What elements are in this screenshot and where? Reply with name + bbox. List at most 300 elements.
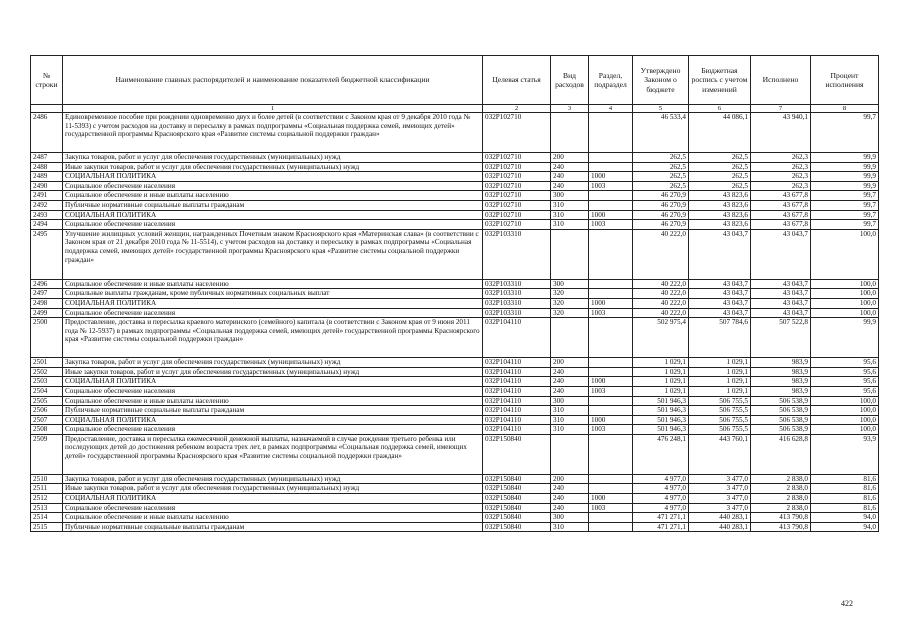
- row-section: [589, 484, 633, 494]
- row-executed: 43 043,7: [751, 289, 811, 299]
- row-approved: 40 222,0: [633, 229, 689, 279]
- row-percent: 95,6: [811, 377, 879, 387]
- row-approved: 1 029,1: [633, 358, 689, 368]
- row-percent: 99,9: [811, 162, 879, 172]
- row-name: Публичные нормативные социальные выплаты гражданам: [63, 522, 483, 532]
- row-executed: 507 522,8: [751, 318, 811, 358]
- row-executed: 43 677,8: [751, 220, 811, 230]
- row-target-article: 032Р103310: [483, 289, 551, 299]
- row-budget-schedule: 43 823,6: [689, 210, 751, 220]
- row-expense-type: 310: [551, 406, 589, 416]
- row-approved: 501 946,3: [633, 396, 689, 406]
- row-target-article: 032Р102710: [483, 113, 551, 153]
- row-section: 1003: [589, 425, 633, 435]
- row-number: 2488: [31, 162, 63, 172]
- row-name: Закупка товаров, работ и услуг для обеспечения государственных (муниципальных) нужд: [63, 358, 483, 368]
- row-section: [589, 113, 633, 153]
- header-row-number: № строки: [31, 56, 63, 105]
- table-row: [31, 289, 879, 299]
- row-target-article: 032Р104110: [483, 367, 551, 377]
- row-section: [589, 229, 633, 279]
- row-name: Закупка товаров, работ и услуг для обеспечения государственных (муниципальных) нужд: [63, 153, 483, 163]
- row-executed: 413 790,8: [751, 513, 811, 523]
- row-percent: 100,0: [811, 406, 879, 416]
- row-executed: 43 940,1: [751, 113, 811, 153]
- row-percent: 99,7: [811, 210, 879, 220]
- row-expense-type: 320: [551, 298, 589, 308]
- table-row: [31, 172, 879, 182]
- row-name: Социальное обеспечение населения: [63, 220, 483, 230]
- row-percent: 100,0: [811, 229, 879, 279]
- row-name: Публичные нормативные социальные выплаты гражданам: [63, 200, 483, 210]
- row-percent: 99,7: [811, 200, 879, 210]
- row-number: 2507: [31, 415, 63, 425]
- row-number: 2499: [31, 308, 63, 318]
- row-budget-schedule: 43 043,7: [689, 308, 751, 318]
- row-expense-type: 300: [551, 279, 589, 289]
- row-budget-schedule: 507 784,6: [689, 318, 751, 358]
- table-row: [31, 279, 879, 289]
- row-budget-schedule: 440 283,1: [689, 513, 751, 523]
- row-expense-type: 310: [551, 210, 589, 220]
- row-expense-type: 300: [551, 396, 589, 406]
- row-section: [589, 153, 633, 163]
- row-name: Единовременное пособие при рождении одновременно двух и более детей (в соответствии с Законом края от 9 декабря 2010 года № 11-5393) с учетом расходов на доставку и пересылку в рамках подпрограммы «Социальная поддержка семей, имеющих детей» государственной программы Красноярского края «Развитие системы социальной поддержки граждан»: [63, 113, 483, 153]
- row-percent: 100,0: [811, 279, 879, 289]
- row-section: [589, 191, 633, 201]
- row-expense-type: 310: [551, 220, 589, 230]
- row-executed: 262,3: [751, 162, 811, 172]
- row-number: 2515: [31, 522, 63, 532]
- row-approved: 1 029,1: [633, 367, 689, 377]
- row-budget-schedule: 506 755,5: [689, 415, 751, 425]
- row-executed: 262,3: [751, 172, 811, 182]
- row-section: [589, 474, 633, 484]
- row-percent: 100,0: [811, 425, 879, 435]
- table-row: [31, 474, 879, 484]
- row-number: 2494: [31, 220, 63, 230]
- row-number: 2509: [31, 434, 63, 474]
- row-name: Иные закупки товаров, работ и услуг для обеспечения государственных (муниципальных) нужд: [63, 367, 483, 377]
- row-target-article: 032Р150840: [483, 503, 551, 513]
- column-number: 7: [751, 105, 811, 113]
- row-section: [589, 367, 633, 377]
- row-number: 2512: [31, 494, 63, 504]
- row-expense-type: 300: [551, 513, 589, 523]
- row-expense-type: 320: [551, 308, 589, 318]
- row-number: 2504: [31, 386, 63, 396]
- row-budget-schedule: 3 477,0: [689, 474, 751, 484]
- row-name: Социальные выплаты гражданам, кроме публичных нормативных социальных выплат: [63, 289, 483, 299]
- row-name: Социальное обеспечение и иные выплаты населению: [63, 513, 483, 523]
- row-number: 2511: [31, 484, 63, 494]
- row-executed: 2 838,0: [751, 484, 811, 494]
- row-executed: 416 628,8: [751, 434, 811, 474]
- row-percent: 99,7: [811, 220, 879, 230]
- row-target-article: 032Р104110: [483, 406, 551, 416]
- column-number: 6: [689, 105, 751, 113]
- row-section: [589, 434, 633, 474]
- row-number: 2506: [31, 406, 63, 416]
- row-percent: 95,6: [811, 358, 879, 368]
- row-target-article: 032Р150840: [483, 494, 551, 504]
- row-executed: 983,9: [751, 377, 811, 387]
- row-executed: 506 538,9: [751, 396, 811, 406]
- table-row: [31, 229, 879, 279]
- table-row: [31, 298, 879, 308]
- row-name: СОЦИАЛЬНАЯ ПОЛИТИКА: [63, 172, 483, 182]
- row-expense-type: [551, 113, 589, 153]
- row-name: Закупка товаров, работ и услуг для обеспечения государственных (муниципальных) нужд: [63, 474, 483, 484]
- column-number: 4: [589, 105, 633, 113]
- row-section: 1000: [589, 172, 633, 182]
- row-percent: 100,0: [811, 298, 879, 308]
- row-section: 1003: [589, 181, 633, 191]
- table-row: [31, 181, 879, 191]
- row-executed: 2 838,0: [751, 494, 811, 504]
- row-target-article: 032Р150840: [483, 484, 551, 494]
- table-row: [31, 484, 879, 494]
- row-section: 1003: [589, 220, 633, 230]
- row-section: 1003: [589, 503, 633, 513]
- row-expense-type: 240: [551, 386, 589, 396]
- table-row: [31, 503, 879, 513]
- row-approved: 46 270,9: [633, 200, 689, 210]
- row-name: Социальное обеспечение населения: [63, 308, 483, 318]
- row-approved: 501 946,3: [633, 425, 689, 435]
- row-section: [589, 522, 633, 532]
- row-percent: 99,9: [811, 181, 879, 191]
- row-budget-schedule: 506 755,5: [689, 425, 751, 435]
- row-executed: 983,9: [751, 358, 811, 368]
- row-budget-schedule: 3 477,0: [689, 503, 751, 513]
- row-budget-schedule: 1 029,1: [689, 386, 751, 396]
- budget-table: [30, 55, 879, 532]
- row-percent: 95,6: [811, 386, 879, 396]
- row-number: 2510: [31, 474, 63, 484]
- row-number: 2505: [31, 396, 63, 406]
- row-approved: 46 270,9: [633, 191, 689, 201]
- row-target-article: 032Р102710: [483, 210, 551, 220]
- table-row: [31, 513, 879, 523]
- row-number: 2501: [31, 358, 63, 368]
- row-section: [589, 318, 633, 358]
- row-target-article: 032Р150840: [483, 522, 551, 532]
- row-expense-type: 300: [551, 191, 589, 201]
- row-number: 2495: [31, 229, 63, 279]
- row-section: [589, 396, 633, 406]
- row-target-article: 032Р104110: [483, 425, 551, 435]
- row-expense-type: [551, 318, 589, 358]
- row-target-article: 032Р104110: [483, 396, 551, 406]
- row-executed: 43 043,7: [751, 229, 811, 279]
- table-row: [31, 425, 879, 435]
- column-number: 1: [63, 105, 483, 113]
- row-executed: 43 043,7: [751, 298, 811, 308]
- row-executed: 43 677,8: [751, 191, 811, 201]
- row-name: Социальное обеспечение и иные выплаты населению: [63, 396, 483, 406]
- row-number: 2514: [31, 513, 63, 523]
- row-budget-schedule: 43 043,7: [689, 298, 751, 308]
- row-target-article: 032Р150840: [483, 474, 551, 484]
- row-percent: 99,9: [811, 172, 879, 182]
- row-approved: 1 029,1: [633, 386, 689, 396]
- row-executed: 506 538,9: [751, 406, 811, 416]
- row-number: 2513: [31, 503, 63, 513]
- row-percent: 99,9: [811, 318, 879, 358]
- row-target-article: 032Р104110: [483, 415, 551, 425]
- row-approved: 476 248,1: [633, 434, 689, 474]
- row-approved: 40 222,0: [633, 308, 689, 318]
- row-number: 2503: [31, 377, 63, 387]
- row-expense-type: 310: [551, 415, 589, 425]
- row-section: 1000: [589, 210, 633, 220]
- row-approved: 40 222,0: [633, 289, 689, 299]
- row-section: 1000: [589, 494, 633, 504]
- header-expense-type: Вид расходов: [551, 56, 589, 105]
- row-approved: 501 946,3: [633, 406, 689, 416]
- table-row: [31, 396, 879, 406]
- row-budget-schedule: 262,5: [689, 153, 751, 163]
- row-name: Улучшение жилищных условий женщин, награжденных Почетным знаком Красноярского края «Материнская слава» (в соответствии с Законом края от 21 декабря 2010 года № 11-5514), с учетом расходов на доставку и пересылку в рамках подпрограммы «Социальная поддержка семей, имеющих детей» государственной программы Красноярского края «Развитие системы социальной поддержки граждан»: [63, 229, 483, 279]
- row-percent: 99,7: [811, 113, 879, 153]
- header-name: Наименование главных распорядителей и наименование показателей бюджетной классификации: [63, 56, 483, 105]
- row-approved: 46 270,9: [633, 220, 689, 230]
- row-name: Иные закупки товаров, работ и услуг для обеспечения государственных (муниципальных) нужд: [63, 484, 483, 494]
- row-approved: 4 977,0: [633, 484, 689, 494]
- table-row: [31, 153, 879, 163]
- header-budget-schedule: Бюджетная роспись с учетом изменений: [689, 56, 751, 105]
- row-approved: 40 222,0: [633, 298, 689, 308]
- column-number: 5: [633, 105, 689, 113]
- row-name: Публичные нормативные социальные выплаты гражданам: [63, 406, 483, 416]
- table-row: [31, 318, 879, 358]
- row-percent: 100,0: [811, 308, 879, 318]
- table-row: [31, 377, 879, 387]
- row-executed: 506 538,9: [751, 425, 811, 435]
- row-name: СОЦИАЛЬНАЯ ПОЛИТИКА: [63, 298, 483, 308]
- row-target-article: 032Р103310: [483, 279, 551, 289]
- row-budget-schedule: 262,5: [689, 181, 751, 191]
- row-approved: 262,5: [633, 162, 689, 172]
- row-name: СОЦИАЛЬНАЯ ПОЛИТИКА: [63, 494, 483, 504]
- row-target-article: 032Р104110: [483, 386, 551, 396]
- row-percent: 81,6: [811, 503, 879, 513]
- row-section: [589, 279, 633, 289]
- row-approved: 471 271,1: [633, 513, 689, 523]
- row-expense-type: [551, 434, 589, 474]
- row-section: [589, 200, 633, 210]
- table-row: [31, 522, 879, 532]
- row-budget-schedule: 1 029,1: [689, 367, 751, 377]
- row-name: СОЦИАЛЬНАЯ ПОЛИТИКА: [63, 210, 483, 220]
- row-name: Социальное обеспечение населения: [63, 503, 483, 513]
- row-percent: 94,0: [811, 513, 879, 523]
- row-number: 2498: [31, 298, 63, 308]
- row-budget-schedule: 443 760,1: [689, 434, 751, 474]
- row-target-article: 032Р103310: [483, 298, 551, 308]
- row-name: Предоставление, доставка и пересылка краевого материнского (семейного) капитала (в соответствии с Законом края от 9 июня 2011 года № 12-5937) в рамках подпрограммы «Социальная поддержка семей, имеющих детей» государственной программы Красноярского края «Развитие системы социальной поддержки граждан»: [63, 318, 483, 358]
- row-name: Социальное обеспечение и иные выплаты населению: [63, 191, 483, 201]
- table-row: [31, 210, 879, 220]
- row-budget-schedule: 44 086,1: [689, 113, 751, 153]
- row-percent: 99,7: [811, 191, 879, 201]
- table-row: [31, 200, 879, 210]
- row-target-article: 032Р102710: [483, 153, 551, 163]
- row-budget-schedule: 1 029,1: [689, 358, 751, 368]
- row-section: 1003: [589, 308, 633, 318]
- row-number: 2502: [31, 367, 63, 377]
- table-header-row: [31, 56, 879, 105]
- row-number: 2490: [31, 181, 63, 191]
- row-executed: 43 043,7: [751, 279, 811, 289]
- row-executed: 983,9: [751, 367, 811, 377]
- row-executed: 43 677,8: [751, 200, 811, 210]
- row-percent: 94,0: [811, 522, 879, 532]
- header-executed: Исполнено: [751, 56, 811, 105]
- row-expense-type: 240: [551, 367, 589, 377]
- row-percent: 81,6: [811, 494, 879, 504]
- row-expense-type: 240: [551, 503, 589, 513]
- row-approved: 262,5: [633, 153, 689, 163]
- row-section: 1000: [589, 415, 633, 425]
- row-approved: 1 029,1: [633, 377, 689, 387]
- header-section: Раздел, подраздел: [589, 56, 633, 105]
- document-page: [30, 55, 879, 532]
- row-number: 2491: [31, 191, 63, 201]
- table-row: [31, 434, 879, 474]
- row-section: [589, 406, 633, 416]
- row-target-article: 032Р102710: [483, 191, 551, 201]
- row-budget-schedule: 3 477,0: [689, 494, 751, 504]
- row-executed: 43 043,7: [751, 308, 811, 318]
- row-budget-schedule: 43 043,7: [689, 229, 751, 279]
- row-budget-schedule: 43 823,6: [689, 191, 751, 201]
- row-executed: 43 677,8: [751, 210, 811, 220]
- row-target-article: 032Р104110: [483, 318, 551, 358]
- row-number: 2508: [31, 425, 63, 435]
- row-target-article: 032Р150840: [483, 513, 551, 523]
- row-number: 2492: [31, 200, 63, 210]
- row-section: 1003: [589, 386, 633, 396]
- row-number: 2493: [31, 210, 63, 220]
- row-name: СОЦИАЛЬНАЯ ПОЛИТИКА: [63, 415, 483, 425]
- row-target-article: 032Р102710: [483, 200, 551, 210]
- header-approved: Утверждено Законом о бюджете: [633, 56, 689, 105]
- row-section: 1000: [589, 377, 633, 387]
- row-expense-type: 240: [551, 494, 589, 504]
- row-number: 2500: [31, 318, 63, 358]
- row-approved: 46 533,4: [633, 113, 689, 153]
- row-budget-schedule: 440 283,1: [689, 522, 751, 532]
- row-approved: 46 270,9: [633, 210, 689, 220]
- row-approved: 4 977,0: [633, 494, 689, 504]
- row-number: 2496: [31, 279, 63, 289]
- row-name: Социальное обеспечение населения: [63, 386, 483, 396]
- row-target-article: 032Р104110: [483, 377, 551, 387]
- column-number: 3: [551, 105, 589, 113]
- row-executed: 983,9: [751, 386, 811, 396]
- row-name: СОЦИАЛЬНАЯ ПОЛИТИКА: [63, 377, 483, 387]
- page-number: 422: [841, 599, 853, 608]
- row-percent: 99,9: [811, 153, 879, 163]
- row-target-article: 032Р150840: [483, 434, 551, 474]
- row-budget-schedule: 506 755,5: [689, 406, 751, 416]
- row-approved: 502 975,4: [633, 318, 689, 358]
- row-approved: 471 271,1: [633, 522, 689, 532]
- column-number: 8: [811, 105, 879, 113]
- table-row: [31, 406, 879, 416]
- table-body: [31, 113, 879, 532]
- row-percent: 95,6: [811, 367, 879, 377]
- row-budget-schedule: 3 477,0: [689, 484, 751, 494]
- row-percent: 81,6: [811, 484, 879, 494]
- row-approved: 4 977,0: [633, 503, 689, 513]
- row-percent: 93,9: [811, 434, 879, 474]
- row-name: Иные закупки товаров, работ и услуг для обеспечения государственных (муниципальных) нужд: [63, 162, 483, 172]
- row-target-article: 032Р102710: [483, 181, 551, 191]
- table-row: [31, 162, 879, 172]
- table-row: [31, 358, 879, 368]
- row-expense-type: 310: [551, 200, 589, 210]
- row-budget-schedule: 43 043,7: [689, 289, 751, 299]
- row-budget-schedule: 43 043,7: [689, 279, 751, 289]
- row-percent: 100,0: [811, 415, 879, 425]
- table-row: [31, 113, 879, 153]
- row-expense-type: 240: [551, 181, 589, 191]
- row-target-article: 032Р102710: [483, 220, 551, 230]
- row-expense-type: 310: [551, 522, 589, 532]
- table-row: [31, 308, 879, 318]
- table-row: [31, 386, 879, 396]
- row-expense-type: 200: [551, 358, 589, 368]
- row-executed: 262,3: [751, 181, 811, 191]
- row-expense-type: 320: [551, 289, 589, 299]
- row-approved: 262,5: [633, 172, 689, 182]
- row-expense-type: [551, 229, 589, 279]
- table-row: [31, 367, 879, 377]
- row-expense-type: 200: [551, 474, 589, 484]
- row-name: Социальное обеспечение населения: [63, 425, 483, 435]
- row-percent: 81,6: [811, 474, 879, 484]
- row-budget-schedule: 43 823,6: [689, 200, 751, 210]
- table-row: [31, 220, 879, 230]
- row-target-article: 032Р102710: [483, 172, 551, 182]
- row-target-article: 032Р104110: [483, 358, 551, 368]
- row-budget-schedule: 43 823,6: [689, 220, 751, 230]
- table-row: [31, 191, 879, 201]
- table-row: [31, 415, 879, 425]
- row-executed: 506 538,9: [751, 415, 811, 425]
- row-section: [589, 162, 633, 172]
- row-executed: 2 838,0: [751, 474, 811, 484]
- row-name: Предоставление, доставка и пересылка ежемесячной денежной выплаты, назначаемой в случае рождения третьего ребенка или последующих детей до достижения ребенком возраста трех лет, в рамках подпрограммы «Социальная поддержка семей, имеющих детей» государственной программы Красноярского края «Развитие системы социальной поддержки граждан»: [63, 434, 483, 474]
- row-target-article: 032Р102710: [483, 162, 551, 172]
- row-executed: 2 838,0: [751, 503, 811, 513]
- row-budget-schedule: 262,5: [689, 172, 751, 182]
- row-section: 1000: [589, 298, 633, 308]
- row-executed: 262,3: [751, 153, 811, 163]
- column-numbers-row: [31, 105, 879, 113]
- row-approved: 262,5: [633, 181, 689, 191]
- row-expense-type: 240: [551, 484, 589, 494]
- row-budget-schedule: 506 755,5: [689, 396, 751, 406]
- row-section: [589, 289, 633, 299]
- row-expense-type: 240: [551, 377, 589, 387]
- row-percent: 100,0: [811, 396, 879, 406]
- row-target-article: 032Р103310: [483, 308, 551, 318]
- row-budget-schedule: 1 029,1: [689, 377, 751, 387]
